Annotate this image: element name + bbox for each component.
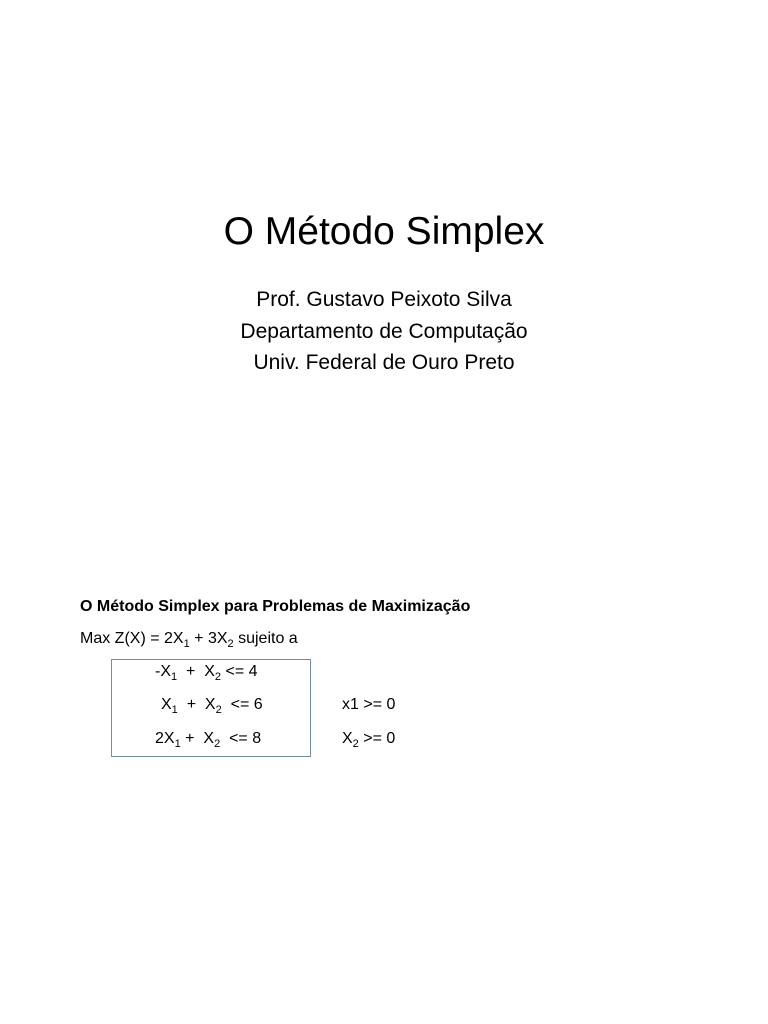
constraint-3-term-a: 2X [155,730,175,747]
constraint-1 [155,661,258,683]
constraint-2 [161,694,263,716]
nonneg-constraint-1 [342,694,395,716]
document-title: O Método Simplex [223,210,545,253]
constraint-2-term-a: X [161,696,172,713]
objective-sub-1: 1 [183,638,190,650]
constraint-1-sub-a: 1 [171,671,178,683]
constraint-1-sub-b: 2 [214,671,222,683]
objective-middle: + 3X [189,630,228,647]
nonneg-1-var: x1 [342,696,359,713]
nonneg-1-rhs: >= 0 [358,696,396,713]
constraint-2-sub-a: 1 [171,704,178,716]
constraint-3-sub-a: 1 [174,738,181,750]
constraint-3-sub-b: 2 [214,738,221,750]
author-department: Departamento de Computação [240,319,528,343]
objective-suffix: sujeito a [233,630,298,647]
section-heading: O Método Simplex para Problemas de Maximização [80,598,471,615]
constraint-3-rhs: <= 8 [220,730,262,747]
constraint-3 [155,728,261,750]
constraint-1-rhs: <= 4 [221,663,258,680]
constraint-1-term-a: -X [155,663,171,680]
nonneg-2-sub: 2 [352,738,359,750]
nonneg-2-var: X [342,730,353,747]
constraint-2-term-b: + X [177,696,216,713]
constraint-1-term-b: + X [177,663,215,680]
nonneg-constraint-2 [342,728,395,750]
constraint-3-term-b: + X [180,730,215,747]
objective-prefix: Max Z(X) = 2X [80,630,184,647]
author-name: Prof. Gustavo Peixoto Silva [256,288,512,311]
author-university: Univ. Federal de Ouro Preto [253,351,515,374]
objective-sub-2: 2 [227,638,234,650]
constraint-2-sub-b: 2 [215,704,222,716]
constraint-2-rhs: <= 6 [221,696,263,713]
author-block [0,284,768,379]
nonneg-2-rhs: >= 0 [358,730,396,747]
objective-function [80,628,298,650]
